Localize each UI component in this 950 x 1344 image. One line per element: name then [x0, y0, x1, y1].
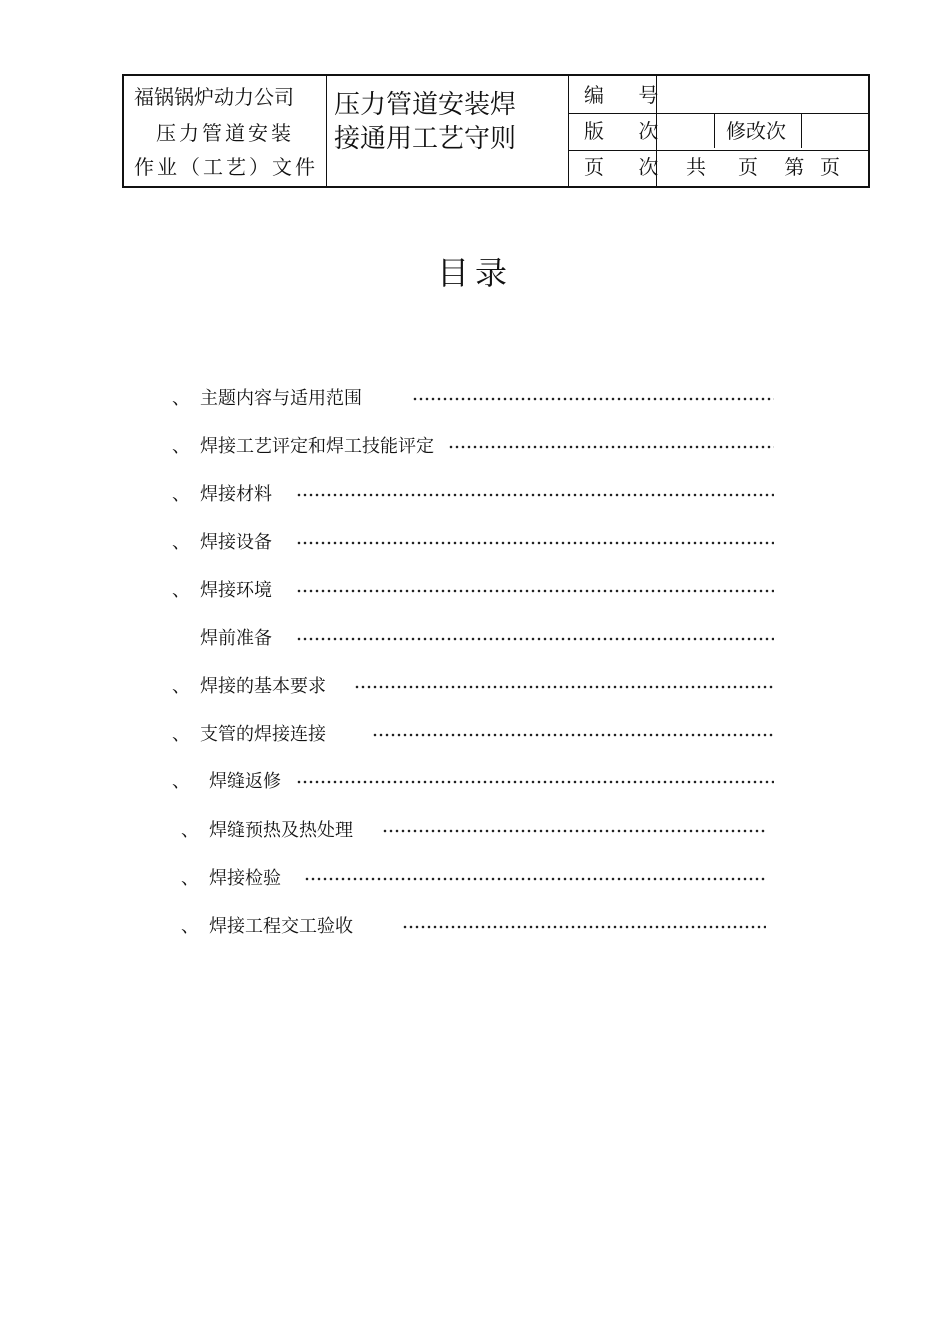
toc-leader	[296, 480, 774, 504]
toc-item-label: 焊接环境	[200, 580, 272, 601]
toc-item-prefix: 、	[181, 868, 199, 889]
revision-label: 修改次	[726, 119, 786, 143]
header-divider	[568, 76, 569, 186]
toc-item-label: 焊接材料	[200, 484, 272, 505]
toc-leader	[402, 912, 766, 936]
header-divider	[568, 150, 868, 151]
toc-leader	[354, 672, 774, 696]
toc-leader	[296, 576, 774, 600]
org-department: 压力管道安装	[156, 121, 294, 145]
toc-item-label: 支管的焊接连接	[200, 724, 326, 745]
header-divider	[568, 113, 868, 114]
toc-item-label: 焊缝预热及热处理	[209, 820, 353, 841]
toc-leader	[448, 432, 774, 456]
document-title-line2: 接通用工艺守则	[334, 124, 517, 154]
toc-item-prefix: 、	[172, 484, 190, 505]
toc-leader	[372, 720, 774, 744]
toc-item-label: 焊接的基本要求	[200, 676, 326, 697]
toc-item-prefix: 、	[172, 771, 190, 792]
document-header-table	[122, 74, 870, 188]
toc-leader	[296, 624, 774, 648]
toc-item-label: 焊接工程交工验收	[209, 916, 353, 937]
document-title-line1: 压力管道安装焊	[334, 90, 517, 120]
page-total-label: 共	[686, 155, 706, 179]
header-divider	[801, 114, 802, 148]
toc-item-prefix: 、	[172, 532, 190, 553]
toc-leader	[412, 384, 774, 408]
toc-leader	[382, 816, 766, 840]
toc-item-label: 焊前准备	[200, 628, 272, 649]
toc-item-prefix: 、	[172, 436, 190, 457]
toc-item-label: 焊接检验	[209, 868, 281, 889]
header-divider	[714, 114, 715, 148]
document-type: 作业（工艺）文件	[134, 155, 318, 179]
toc-item-label: 焊接设备	[200, 532, 272, 553]
header-divider	[326, 76, 327, 186]
page-end-label: 页	[820, 155, 840, 179]
edition-label: 版 次	[584, 119, 673, 143]
toc-item-label: 焊接工艺评定和焊工技能评定	[200, 436, 434, 457]
page-current-label: 页 第	[738, 155, 815, 179]
toc-leader	[296, 528, 774, 552]
toc-item-prefix: 、	[172, 388, 190, 409]
toc-item-prefix: 、	[172, 676, 190, 697]
toc-item-label: 焊缝返修	[209, 771, 281, 792]
toc-item-prefix: 、	[181, 820, 199, 841]
number-label: 编 号	[584, 83, 673, 107]
toc-item-label: 主题内容与适用范围	[200, 388, 362, 409]
page-title: 目录	[436, 254, 513, 292]
toc-item-prefix: 、	[172, 580, 190, 601]
toc-leader	[304, 864, 766, 888]
toc-item-prefix: 、	[181, 916, 199, 937]
org-name: 福锅锅炉动力公司	[134, 85, 294, 109]
toc-item-prefix: 、	[172, 724, 190, 745]
toc-leader	[296, 767, 774, 791]
page-label: 页 次	[584, 155, 673, 179]
